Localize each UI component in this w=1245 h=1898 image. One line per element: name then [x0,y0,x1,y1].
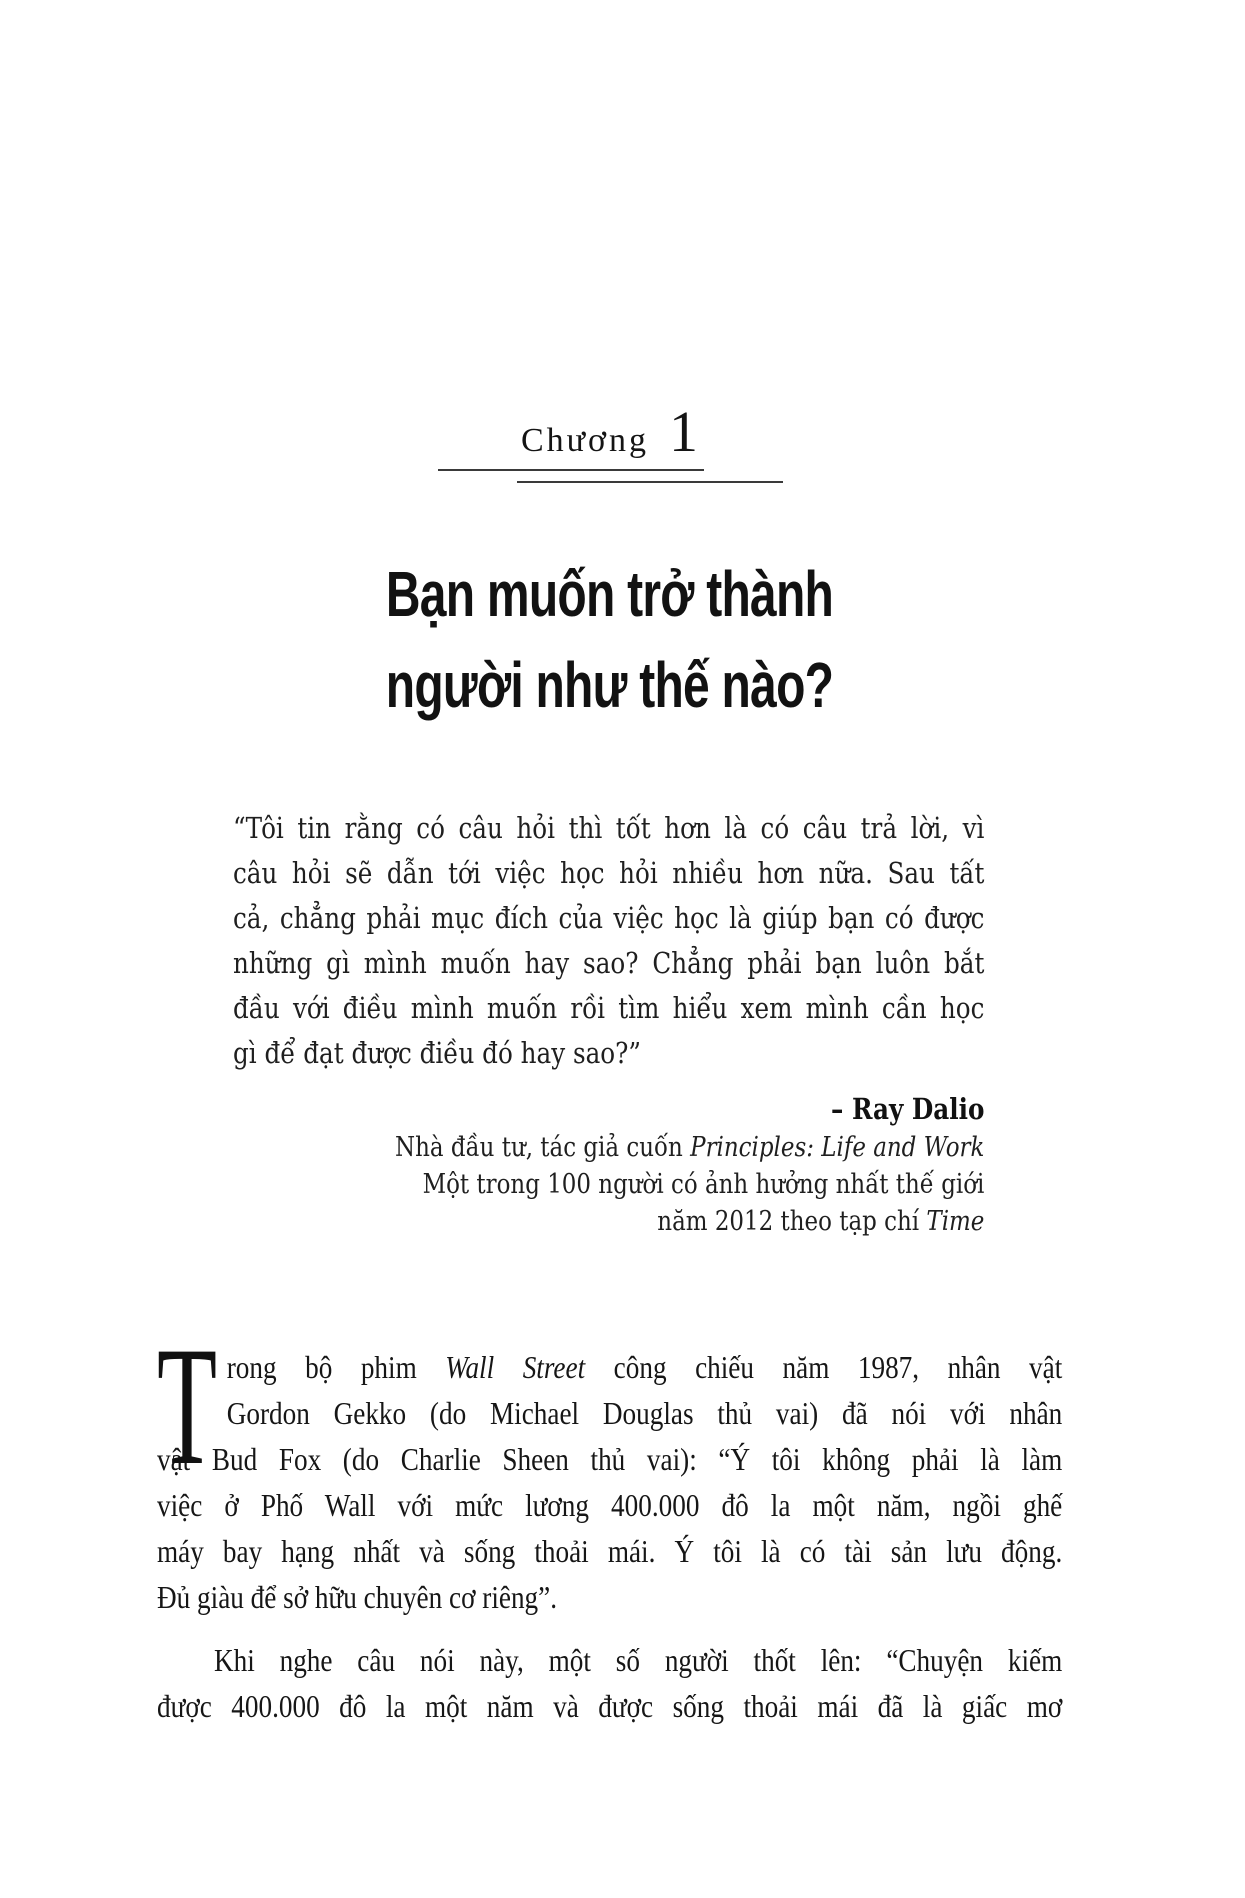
chapter-title [270,549,949,731]
quote-line: “Tôi tin rằng có câu hỏi thì tốt hơn là có câu trả lời, vì [233,811,985,845]
paragraph-1 [157,1312,1063,1620]
body-line: máy bay hạng nhất và sống thoải mái. Ý tôi là có tài sản lưu động. [157,1533,1063,1569]
quote-line: gì để đạt được điều đó hay sao?” [233,1036,641,1070]
chapter-title-line-1: Bạn muốn trở thành [385,558,834,630]
body-line: việc ở Phố Wall với mức lương 400.000 đô la một năm, ngồi ghế [157,1487,1063,1523]
quote-line: những gì mình muốn hay sao? Chẳng phải bạn luôn bắt [233,946,985,980]
body-line-text: rong bộ phim [226,1349,446,1385]
attribution-author: – Ray Dalio [831,1092,985,1126]
paragraph-2 [157,1637,1062,1729]
body-line: vật Bud Fox (do Charlie Sheen thủ vai): “Ý tôi không phải là làm [157,1441,1063,1477]
attribution-role [233,1129,984,1166]
body-line: Gordon Gekko (do Michael Douglas thủ vai) đã nói với nhân [226,1395,1063,1431]
body-line: Đủ giàu để sở hữu chuyên cơ riêng”. [157,1579,558,1615]
movie-title: Wall Street [445,1349,586,1385]
attribution-role-text: Nhà đầu tư, tác giả cuốn [395,1132,691,1163]
attribution-source-magazine: Time [926,1206,985,1237]
body-text [157,1312,1063,1729]
attribution-note: Một trong 100 người có ảnh hưởng nhất thế giới [422,1169,985,1200]
quote-line: câu hỏi sẽ dẫn tới việc học hỏi nhiều hơn nữa. Sau tất [233,856,985,890]
drop-cap [157,1312,227,1500]
quote-line: cả, chẳng phải mục đích của việc học là giúp bạn có được [233,901,985,935]
attribution-source [233,1203,984,1240]
body-line: Khi nghe câu nói này, một số người thốt lên: “Chuyện kiếm [213,1642,1063,1678]
attribution-source-text: năm 2012 theo tạp chí [657,1206,927,1237]
attribution-book-title: Principles: Life and Work [690,1132,985,1163]
body-line-text: công chiếu năm 1987, nhân vật [585,1349,1063,1385]
epigraph-quote-block [233,806,984,1240]
body-line: được 400.000 đô la một năm và được sống thoải mái đã là giấc mơ [157,1688,1063,1724]
quote-line: đầu với điều mình muốn rồi tìm hiểu xem mình cần học [233,991,985,1025]
chapter-label: Chương [520,422,650,459]
chapter-title-line-2: người như thế nào? [385,649,834,721]
chapter-heading [157,398,1062,465]
chapter-divider-rule-top [438,469,704,471]
drop-cap-letter: T [157,1312,218,1500]
quote-attribution [233,1089,984,1240]
chapter-number: 1 [669,399,699,464]
body-line [157,1344,1062,1390]
chapter-divider-rule-bottom [517,481,783,483]
